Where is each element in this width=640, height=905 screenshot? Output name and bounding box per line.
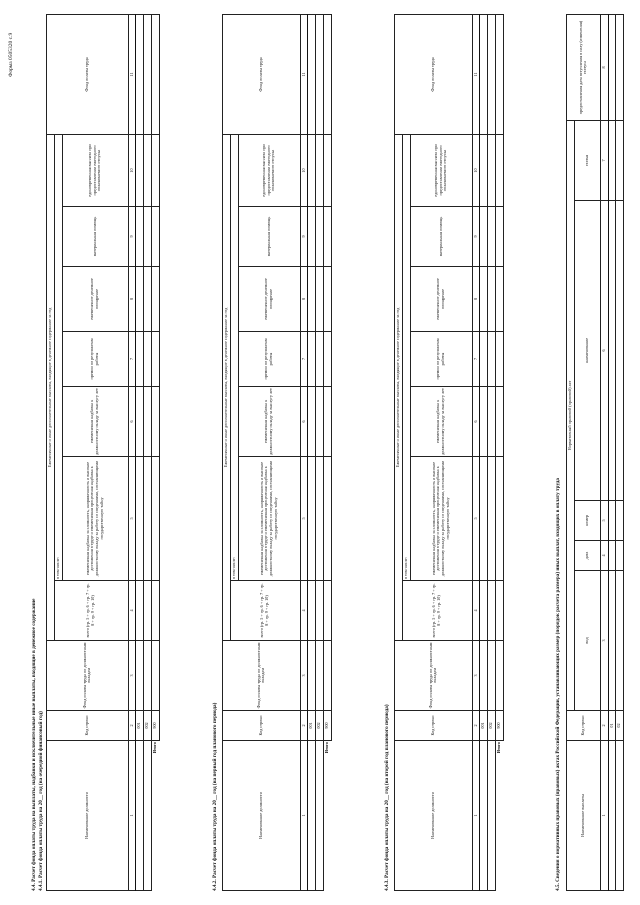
subsection-heading: 4.4.2. Расчет фонда оплаты труда на 20__ год (на первый год планового периода) bbox=[212, 702, 218, 891]
col-number: 5 bbox=[128, 457, 136, 581]
col-number: 2 bbox=[128, 711, 136, 741]
col-code: Код строки bbox=[567, 711, 601, 741]
total-label: Итого bbox=[495, 741, 503, 891]
col-material: материальная помощь bbox=[62, 207, 128, 267]
col-seniority: ежемесячная надбавка к должностному окладу за выслугу лет bbox=[410, 387, 472, 457]
total-row bbox=[323, 14, 331, 890]
table-row bbox=[144, 14, 152, 890]
col-number: 6 bbox=[600, 201, 608, 501]
section-heading: 4.5. Сведения о нормативных правовых (правовых) актах Российской Федерации, устанавливающих размер (порядок расчета размера) иных выплат, входящих в оплату труда bbox=[555, 478, 561, 891]
group-act-header: Нормативный правовой (правовой) акт bbox=[567, 121, 575, 711]
col-total: всего (гр. 5 + гр. 6 + гр. 7 + гр. 8 + гр. 9 + гр. 10) bbox=[54, 581, 128, 641]
col-type: вид bbox=[574, 571, 600, 711]
table-row bbox=[608, 15, 616, 891]
col-number: 4 bbox=[300, 581, 308, 641]
col-leave: единовременная выплата при предоставлении ежегодного оплачиваемого отпуска bbox=[410, 134, 472, 206]
col-seniority: ежемесячная надбавка к должностному окладу за выслугу лет bbox=[238, 387, 300, 457]
col-number: 6 bbox=[472, 387, 480, 457]
group-monthly-header: Ежемесячные и иные дополнительные выплаты, входящие в денежное содержание за год bbox=[47, 134, 55, 640]
col-number: 4 bbox=[472, 581, 480, 641]
col-number: 2 bbox=[600, 711, 608, 741]
fot-table-2 bbox=[222, 14, 332, 891]
col-number: 1 bbox=[600, 741, 608, 891]
col-number: 9 bbox=[128, 207, 136, 267]
total-code: 900 bbox=[323, 711, 331, 741]
col-fund: Фонд оплаты труда bbox=[223, 14, 301, 134]
col-article: статья bbox=[574, 121, 600, 201]
table-row bbox=[308, 14, 316, 890]
col-number: 2 bbox=[300, 711, 308, 741]
row-code: 001 bbox=[136, 711, 144, 741]
total-label: Итого bbox=[151, 741, 159, 891]
col-number: 5 bbox=[600, 501, 608, 541]
col-position: Наименование должности bbox=[395, 741, 473, 891]
col-number: 1 bbox=[300, 741, 308, 891]
subsection-heading: 4.4.3. Расчет фонда оплаты труда на 20__ год (на второй год планового периода) bbox=[384, 704, 390, 891]
col-total: всего (гр. 5 + гр. 6 + гр. 7 + гр. 8 + гр. 9 + гр. 10) bbox=[402, 581, 472, 641]
row-code: 002 bbox=[144, 711, 152, 741]
col-number: 6 bbox=[128, 387, 136, 457]
total-code: 900 bbox=[495, 711, 503, 741]
row-code: 01 bbox=[608, 711, 616, 741]
col-salary-fund: Фонд оплаты труда по должностным окладам bbox=[223, 641, 301, 711]
col-number: 11 bbox=[300, 14, 308, 134]
total-row bbox=[495, 14, 503, 890]
col-number: 9 bbox=[472, 207, 480, 267]
col-number: 10 bbox=[128, 134, 136, 206]
col-status-date: предоставления дата вступления в силу (изменения) статуса bbox=[567, 15, 601, 121]
group-monthly-header: Ежемесячные и иные дополнительные выплаты, входящие в денежное содержание за год bbox=[395, 134, 403, 640]
fot-table-1 bbox=[46, 14, 160, 891]
row-code: 02 bbox=[616, 711, 624, 741]
col-number: 3 bbox=[472, 641, 480, 711]
col-number: 7 bbox=[300, 332, 308, 387]
col-number: 8 bbox=[600, 15, 608, 121]
row-code: 001 bbox=[308, 711, 316, 741]
total-label: Итого bbox=[323, 741, 331, 891]
col-fund: Фонд оплаты труда bbox=[395, 14, 473, 134]
col-code: Код строки bbox=[223, 711, 301, 741]
col-salary-fund: Фонд оплаты труда по должностным окладам bbox=[47, 641, 129, 711]
col-code: Код строки bbox=[47, 711, 129, 741]
col-number: 11 bbox=[128, 14, 136, 134]
row-code: 001 bbox=[480, 711, 488, 741]
col-number: номер bbox=[574, 501, 600, 541]
table-row bbox=[616, 15, 624, 891]
col-number: 3 bbox=[128, 641, 136, 711]
col-number: 6 bbox=[300, 387, 308, 457]
col-material: материальная помощь bbox=[410, 207, 472, 267]
col-number: 7 bbox=[600, 121, 608, 201]
col-number: 3 bbox=[300, 641, 308, 711]
col-date: дата bbox=[574, 541, 600, 571]
col-number: 7 bbox=[128, 332, 136, 387]
col-number: 5 bbox=[300, 457, 308, 581]
col-total: всего (гр. 5 + гр. 6 + гр. 7 + гр. 8 + гр. 9 + гр. 10) bbox=[230, 581, 300, 641]
col-code: Код строки bbox=[395, 711, 473, 741]
col-bonus: премии по результатам работы bbox=[410, 332, 472, 387]
col-fund: Фонд оплаты труда bbox=[47, 14, 129, 134]
col-number: 8 bbox=[472, 267, 480, 332]
col-number: 5 bbox=[472, 457, 480, 581]
table-row bbox=[316, 14, 324, 890]
col-number: 2 bbox=[472, 711, 480, 741]
col-leave: единовременная выплата при предоставлении ежегодного оплачиваемого отпуска bbox=[62, 134, 128, 206]
col-incentive: ежемесячное денежное поощрение bbox=[62, 267, 128, 332]
col-incentive: ежемесячное денежное поощрение bbox=[238, 267, 300, 332]
col-number: 7 bbox=[472, 332, 480, 387]
col-position: Наименование должности bbox=[223, 741, 301, 891]
col-incentive: ежемесячное денежное поощрение bbox=[410, 267, 472, 332]
row-code: 002 bbox=[316, 711, 324, 741]
col-number: 9 bbox=[300, 207, 308, 267]
col-number: 10 bbox=[300, 134, 308, 206]
fot-table-3 bbox=[394, 14, 504, 891]
col-number: 8 bbox=[128, 267, 136, 332]
col-complexity: ежемесячная надбавка за сложность, напряженность и высокие достижения в труде и ежемесячная процентная надбавка к должностному окладу за работу со сведениями, составляющими государственную тайну bbox=[410, 457, 472, 581]
col-material: материальная помощь bbox=[238, 207, 300, 267]
col-number: 1 bbox=[472, 741, 480, 891]
col-complexity: ежемесячная надбавка за сложность, напряженность и высокие достижения в труде и ежемесячная процентная надбавка к должностному окладу за работу со сведениями, составляющими государственную тайну bbox=[62, 457, 128, 581]
col-number: 4 bbox=[600, 541, 608, 571]
subsection-heading: 4.4.1. Расчет фонда оплаты труда на 20__ год (на очередной финансовый год) bbox=[38, 711, 44, 891]
col-seniority: ежемесячная надбавка к должностному окладу за выслугу лет bbox=[62, 387, 128, 457]
col-bonus: премии по результатам работы bbox=[62, 332, 128, 387]
in-that-number: в том числе: bbox=[402, 134, 410, 580]
col-number: 1 bbox=[128, 741, 136, 891]
col-number: 8 bbox=[300, 267, 308, 332]
col-number: 3 bbox=[600, 571, 608, 711]
col-number: 11 bbox=[472, 14, 480, 134]
col-salary-fund: Фонд оплаты труда по должностным окладам bbox=[395, 641, 473, 711]
col-name: наименование bbox=[574, 201, 600, 501]
in-that-number: в том числе: bbox=[54, 134, 62, 580]
col-leave: единовременная выплата при предоставлении ежегодного оплачиваемого отпуска bbox=[238, 134, 300, 206]
form-code: Форма 0505320 с.9 bbox=[8, 32, 14, 77]
table-row bbox=[488, 14, 496, 890]
table-row bbox=[480, 14, 488, 890]
col-complexity: ежемесячная надбавка за сложность, напряженность и высокие достижения в труде и ежемесячная процентная надбавка к должностному окладу за работу со сведениями, составляющими государственную тайну bbox=[238, 457, 300, 581]
col-number: 10 bbox=[472, 134, 480, 206]
acts-table bbox=[566, 14, 624, 891]
total-code: 900 bbox=[151, 711, 159, 741]
group-monthly-header: Ежемесячные и иные дополнительные выплаты, входящие в денежное содержание за год bbox=[223, 134, 231, 640]
col-payment-name: Наименование выплаты bbox=[567, 741, 601, 891]
col-bonus: премии по результатам работы bbox=[238, 332, 300, 387]
total-row bbox=[151, 14, 159, 890]
row-code: 002 bbox=[488, 711, 496, 741]
section-heading: 4.4. Расчет фонда оплаты труда на выплаты, надбавки и исключительные иные выплаты, входящие в денежное содержание bbox=[31, 598, 37, 891]
col-position: Наименование должности bbox=[47, 741, 129, 891]
table-row bbox=[136, 14, 144, 890]
in-that-number: в том числе: bbox=[230, 134, 238, 580]
col-number: 4 bbox=[128, 581, 136, 641]
